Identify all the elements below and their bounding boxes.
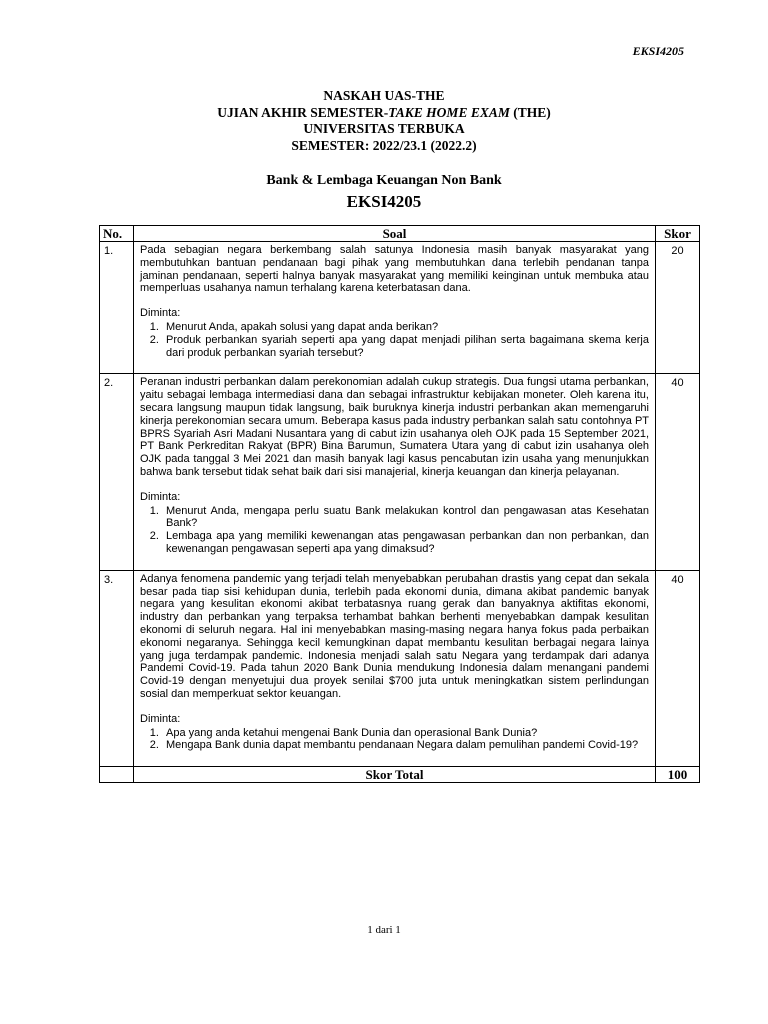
total-row bbox=[100, 767, 700, 783]
total-value: 100 bbox=[656, 767, 700, 783]
list-item: 1. Menurut Anda, apakah solusi yang dapat anda berikan? bbox=[162, 321, 649, 334]
list-item: 2. Lembaga apa yang memiliki kewenangan atas pengawasan perbankan dan non perbankan, dan kewenangan pengawasan seperti apa yang dimaksud? bbox=[162, 530, 649, 556]
question-body bbox=[134, 374, 656, 570]
question-number: 1. bbox=[100, 242, 134, 374]
question-score: 40 bbox=[656, 374, 700, 570]
total-label: Skor Total bbox=[134, 767, 656, 783]
question-diminta-label: Diminta: bbox=[140, 712, 181, 725]
subject-code: EKSI4205 bbox=[346, 192, 422, 211]
table-row bbox=[100, 242, 700, 374]
question-text: Adanya fenomena pandemic yang terjadi telah menyebabkan perubahan drastis yang cepat dan sekala besar pada tiap sisi kehidupan dunia, terlebih pada ekonomi dunia, dimana akibat pandemic banyak negara yang kesulitan ekonomi akibat terbatasnya ruang gerak dan banyaknya aktifitas ekonomi, industry dan perbankan yang terpaksa terhambat bahkan berhenti menyebabkan dampak kesulitan ekonomi di seluruh negara. Hal ini menyebabkan masing-masing negara hanya fokus pada perbaikan ekonomi negaranya. Sehingga kecil kemungkinan dapat membantu kesulitan berbagai negara lainya yang juga terdampak pandemic. Indonesia menjadi salah satu Negara yang terdampak dari adanya Pandemi Covid-19. Pada tahun 2020 Bank Dunia mendukung Indonesia dalam menangani pandemi Covid-19 dengan menyetujui dua proyek senilai $700 juta untuk meningkatkan sistem perlindungan sosial dan memperkuat sektor keuangan. bbox=[140, 572, 649, 700]
table-row bbox=[100, 374, 700, 570]
document-code-top: EKSI4205 bbox=[632, 44, 684, 58]
question-text: Peranan industri perbankan dalam perekonomian adalah cukup strategis. Dua fungsi utama perbankan, yaitu sebagai lembaga intermediasi dana dan sebagai infrastruktur kebijakan moneter. Oleh karena itu, secara langsung maupun tidak langsung, baik buruknya kinerja industri perbankan akan memengaruhi kinerja perekonomian secara umum. Beberapa kasus pada industry perbankan salah satu contohnya PT BPRS Syariah Asri Madani Nusantara yang di cabut izin usahanya oleh OJK pada 15 September 2021, PT Bank Perkreditan Rakyat (BPR) Bina Barumun, Sumatera Utara yang di cabut izin usahanya oleh OJK pada tanggal 3 Mei 2021 dan masih banyak lagi kasus pencabutan izin usaha yang menunjukkan bahwa bank tersebut tidak sehat baik dari sisi manajerial, kinerja keuangan dan kinerja pelayanan. bbox=[140, 376, 649, 478]
exam-header bbox=[0, 88, 768, 154]
header-no: No. bbox=[100, 226, 134, 242]
header-skor: Skor bbox=[656, 226, 700, 242]
page-footer: 1 dari 1 bbox=[367, 924, 401, 936]
subject-name: Bank & Lembaga Keuangan Non Bank bbox=[266, 173, 502, 188]
question-subitems bbox=[140, 505, 649, 556]
questions-table bbox=[99, 225, 700, 783]
header-exam-type bbox=[0, 105, 768, 122]
question-body bbox=[134, 242, 656, 374]
question-score: 40 bbox=[656, 570, 700, 766]
header-exam-type-post: (THE) bbox=[509, 104, 551, 120]
header-exam-type-pre: UJIAN AKHIR SEMESTER- bbox=[217, 104, 389, 120]
subject-block bbox=[0, 172, 768, 213]
list-item: 1. Apa yang anda ketahui mengenai Bank Dunia dan operasional Bank Dunia? bbox=[162, 727, 649, 740]
table-header-row bbox=[100, 226, 700, 242]
question-text: Pada sebagian negara berkembang salah satunya Indonesia masih banyak masyarakat yang membutuhkan bantuan pendanaan bagi pihak yang membutuhkan dana terlebih pendanan tanpa jaminan pendanaan, seperti halnya banyak masyarakat yang memiliki keinginan untuk membuka atau memperluas usahanya namun terhalang karena keterbatasan dana. bbox=[140, 244, 649, 295]
question-diminta-label: Diminta: bbox=[140, 490, 181, 503]
question-score: 20 bbox=[656, 242, 700, 374]
header-soal: Soal bbox=[134, 226, 656, 242]
question-number: 3. bbox=[100, 570, 134, 766]
list-item: 2. Mengapa Bank dunia dapat membantu pendanaan Negara dalam pemulihan pandemi Covid-19? bbox=[162, 739, 649, 752]
header-semester: SEMESTER: 2022/23.1 (2022.2) bbox=[291, 137, 477, 153]
question-diminta-label: Diminta: bbox=[140, 307, 181, 320]
question-number: 2. bbox=[100, 374, 134, 570]
question-subitems bbox=[140, 321, 649, 359]
header-exam-type-italic: TAKE HOME EXAM bbox=[388, 104, 510, 120]
total-spacer bbox=[100, 767, 134, 783]
list-item: 2. Produk perbankan syariah seperti apa yang dapat menjadi pilihan serta bagaimana skema kerja dari produk perbankan syariah tersebut? bbox=[162, 334, 649, 360]
question-subitems bbox=[140, 727, 649, 753]
table-row bbox=[100, 570, 700, 766]
header-title: NASKAH UAS-THE bbox=[323, 88, 445, 103]
list-item: 1. Menurut Anda, mengapa perlu suatu Bank melakukan kontrol dan pengawasan atas Kesehatan Bank? bbox=[162, 505, 649, 531]
question-body bbox=[134, 570, 656, 766]
header-university: UNIVERSITAS TERBUKA bbox=[303, 121, 465, 136]
